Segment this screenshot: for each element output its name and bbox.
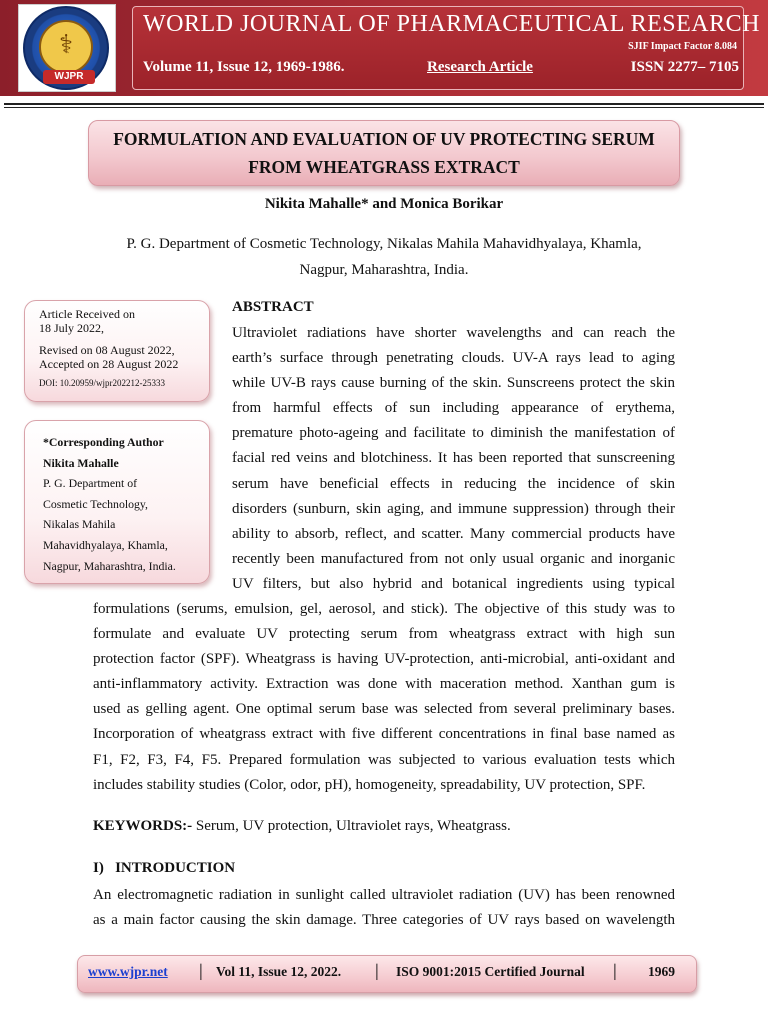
footer-separator: │ [372,964,382,979]
footer-volume: Vol 11, Issue 12, 2022. [216,964,342,979]
corresponding-line: Mahavidhyalaya, Khamla, [43,537,168,552]
corresponding-line: Nagpur, Maharashtra, India. [43,558,176,573]
header-divider-thin [4,107,764,108]
corresponding-author-box [24,420,210,584]
article-info-box [24,300,210,402]
journal-masthead [0,0,768,96]
accepted-date: Accepted on 28 August 2022 [39,356,179,371]
footer-separator: │ [610,964,620,979]
article-title: FORMULATION AND EVALUATION OF UV PROTECTING SERUM FROM WHEATGRASS EXTRACT [113,129,655,177]
doi: DOI: 10.20959/wjpr202212-25333 [39,378,165,388]
keywords [93,818,511,835]
abstract-text-full [93,597,675,798]
article-type: Research Article [427,59,533,75]
footer-certification: ISO 9001:2015 Certified Journal [396,964,585,979]
abstract-line: F1, F2, F3, F4, F5. Prepared formulation was subjected to various evaluation tests which [93,751,675,768]
authors: Nikita Mahalle* and Monica Borikar [264,196,504,212]
received-date: 18 July 2022, [39,320,105,335]
abstract-line: premature photo-ageing and facilitate to diminish the manifestation of [232,425,675,442]
corresponding-line: P. G. Department of [43,476,138,491]
logo-ring [23,6,109,90]
article-title-box [88,120,680,186]
corresponding-name: Nikita Mahalle [43,455,119,470]
journal-logo [18,4,116,92]
masthead-band [132,6,760,90]
introduction-heading: I) INTRODUCTION [93,860,236,876]
keywords-label: KEYWORDS:- [93,818,193,834]
abstract-line: earth’s surface through penetrating clouds. UV-A rays lead to aging [232,350,675,367]
header-divider [4,103,764,105]
abstract-line: formulate and evaluate UV protecting serum from wheatgrass extract with high sun [93,626,675,643]
corresponding-line: Cosmetic Technology, [43,496,149,511]
journal-title: WORLD JOURNAL OF PHARMACEUTICAL RESEARCH [143,11,760,37]
abstract-heading: ABSTRACT [232,299,314,315]
introduction-line: An electromagnetic radiation in sunlight called ultraviolet radiation (UV) has been renowned [93,887,675,903]
introduction-text [93,883,675,933]
footer-separator: │ [196,964,206,979]
page-number: 1969 [648,964,675,979]
received-label: Article Received on [39,307,135,321]
caduceus-icon: ⚕ [39,20,93,74]
abstract-line: Ultraviolet radiations have shorter wavelengths and can reach the [232,325,675,341]
revised-date: Revised on 08 August 2022, [39,343,175,357]
abstract-line: UV filters, but also hybrid and botanical ingredients using typical [232,575,675,592]
corresponding-line: Nikalas Mahila [43,517,116,532]
abstract-text-right [232,321,675,597]
abstract-line: formulations (serums, emulsion, gel, aerosol, and stick). The objective of this study was to [93,601,675,617]
journal-url-link[interactable]: www.wjpr.net [88,964,168,979]
abstract-line: disorders (sunburn, skin aging, and immune suppression) through their [232,500,675,517]
abstract-line: used as gelling agent. One optimal serum base was selected from several preliminary bases. [93,701,675,718]
page-footer [77,955,697,993]
issn: ISSN 2277– 7105 [630,59,739,75]
abstract-line: ability to absorb, reflect, and scatter. Many commercial products have [232,525,675,542]
abstract-line: facial red veins and blotchiness. It has been reported that sunscreening [232,450,675,467]
introduction-line: as a main factor causing the skin damage. Three categories of UV rays based on wavelength [93,912,675,929]
abstract-line: Incorporation of wheatgrass extract with five different concentrations in final base named as [93,726,675,743]
abstract-line: from harmful effects of sun including appearance of erythema, [232,400,675,417]
abstract-line: protection factor (SPF). Wheatgrass is having UV-protection, anti-microbial, anti-oxidant and [93,651,675,668]
impact-factor: SJIF Impact Factor 8.084 [628,41,737,52]
logo-badge: WJPR [43,70,95,84]
abstract-line: anti-inflammatory activity. Extraction was done with maceration method. Xanthan gum is [93,676,675,693]
affiliation: P. G. Department of Cosmetic Technology, Nikalas Mahila Mahavidhyalaya, Khamla, Nagpur, Maharashtra, India. [126,236,642,278]
abstract-line: includes stability studies (Color, odor, pH), homogeneity, spreadability, UV protection, SPF. [93,776,646,793]
volume-pages: Volume 11, Issue 12, 1969-1986. [143,59,345,75]
corresponding-heading: *Corresponding Author [43,435,164,449]
keywords-text: Serum, UV protection, Ultraviolet rays, Wheatgrass. [192,818,511,834]
abstract-line: while UV-B rays cause burning of the skin. Sunscreens protect the skin [232,375,675,392]
abstract-line: recently been manufactured from not only usual organic and inorganic [232,550,675,567]
abstract-line: serum have beneficial effects in reducing the incidence of skin [232,475,675,492]
